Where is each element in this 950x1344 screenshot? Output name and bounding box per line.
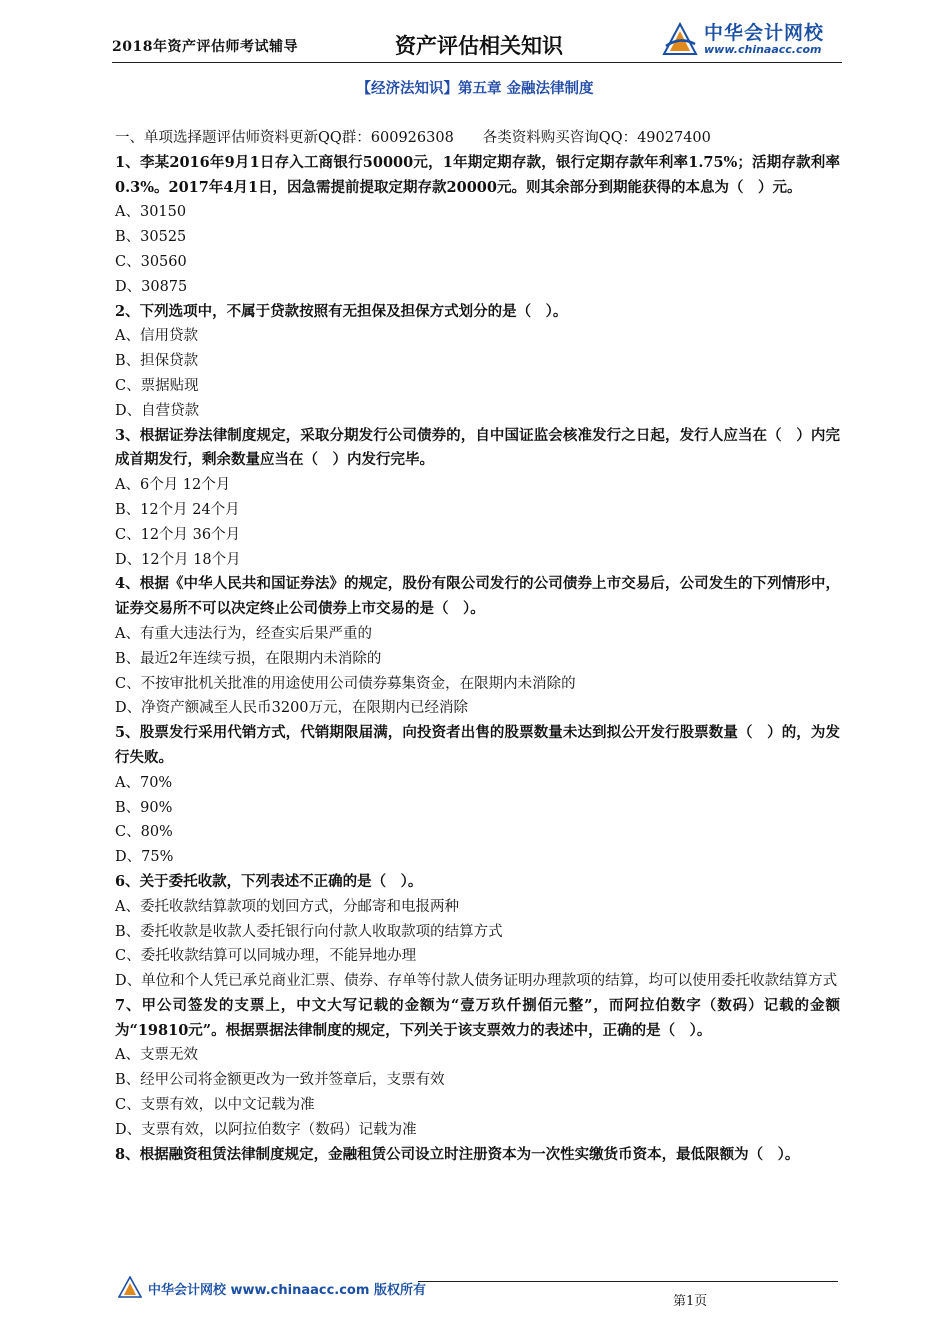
question-stem: 8、根据融资租赁法律制度规定，金融租赁公司设立时注册资本为一次性实缴货币资本，最低限额为（ ）。 — [115, 1145, 800, 1163]
option: A、委托收款结算款项的划回方式，分邮寄和电报两种 — [115, 898, 459, 915]
option: D、自营贷款 — [115, 402, 200, 419]
option: D、净资产额减至人民币3200万元，在限期内已经消除 — [115, 700, 469, 717]
question-stem: 2、下列选项中，不属于贷款按照有无担保及担保方式划分的是（ ）。 — [115, 302, 568, 320]
footer-copyright: 中华会计网校 www.chinaacc.com 版权所有 — [148, 1283, 426, 1298]
option: B、委托收款是收款人委托银行向付款人收取款项的结算方式 — [115, 923, 503, 940]
option: A、有重大违法行为，经查实后果严重的 — [115, 625, 372, 642]
question-stem: 7、甲公司签发的支票上，中文大写记载的金额为“壹万玖仟捌佰元整”，而阿拉伯数字（数码）记载的金额为“19810元”。根据票据法律制度的规定，下列关于该支票效力的表述中，正确的是（ ）。 — [115, 996, 841, 1039]
header-divider — [112, 62, 842, 63]
option: B、经甲公司将金额更改为一致并签章后，支票有效 — [115, 1072, 445, 1089]
question-stem: 6、关于委托收款，下列表述不正确的是（ ）。 — [115, 872, 423, 890]
option: C、30560 — [115, 253, 187, 270]
option: D、支票有效，以阿拉伯数字（数码）记载为准 — [115, 1121, 417, 1138]
option: C、支票有效，以中文记载为准 — [115, 1097, 315, 1114]
question-stem: 3、根据证券法律制度规定，采取分期发行公司债券的，自中国证监会核准发行之日起，发行人应当在（ ）内完成首期发行，剩余数量应当在（ ）内发行完毕。 — [115, 426, 840, 469]
question-list — [115, 126, 840, 1167]
option: C、80% — [115, 824, 173, 841]
option: B、30525 — [115, 229, 187, 246]
document-title: 【经济法知识】第五章 金融法律制度 — [356, 80, 594, 97]
option: A、支票无效 — [115, 1047, 198, 1064]
header-exam-name: 2018年资产评估师考试辅导 — [112, 39, 298, 55]
option: D、30875 — [115, 278, 188, 295]
page-header — [112, 18, 842, 64]
header-subject: 资产评估相关知识 — [395, 33, 563, 58]
question-stem: 5、股票发行采用代销方式，代销期限届满，向投资者出售的股票数量未达到拟公开发行股票数量（ ）的，为发行失败。 — [115, 724, 840, 766]
option: A、70% — [115, 774, 173, 791]
question-stem: 4、根据《中华人民共和国证券法》的规定，股份有限公司发行的公司债券上市交易后，公司发生的下列情形中，证券交易所不可以决定终止公司债券上市交易的是（ ）。 — [115, 575, 840, 618]
page-footer — [118, 1276, 838, 1316]
option: A、6个月 12个月 — [115, 477, 231, 494]
logo-name: 中华会计网校 — [704, 22, 825, 44]
option: A、信用贷款 — [115, 328, 198, 345]
option: D、单位和个人凭已承兑商业汇票、债券、存单等付款人债务证明办理款项的结算，均可以使用委托收款结算方式 — [115, 973, 838, 990]
option: C、票据贴现 — [115, 377, 199, 394]
option: C、委托收款结算可以同城办理，不能异地办理 — [115, 948, 417, 965]
option: C、不按审批机关批准的用途使用公司债券募集资金，在限期内未消除的 — [115, 675, 576, 692]
chinaacc-logo-icon — [662, 22, 698, 56]
chinaacc-footer-icon — [118, 1276, 142, 1298]
logo-url[interactable]: www.chinaacc.com — [704, 43, 822, 56]
option: B、90% — [115, 799, 173, 816]
option: B、担保贷款 — [115, 353, 199, 370]
option: C、12个月 36个月 — [115, 526, 241, 543]
footer-divider — [418, 1281, 838, 1282]
option: D、75% — [115, 849, 174, 866]
option: B、12个月 24个月 — [115, 501, 240, 518]
section-intro: 一、单项选择题评估师资料更新QQ群：600926308 各类资料购买咨询QQ：49027400 — [115, 130, 711, 146]
page-number: 第1页 — [673, 1294, 708, 1309]
question-stem: 1、李某2016年9月1日存入工商银行50000元，1年期定期存款，银行定期存款年利率1.75%；活期存款利率0.3%。2017年4月1日，因急需提前提取定期存款20000元。则其余部分到期能获得的本息为（ ）元。 — [115, 153, 840, 196]
option: D、12个月 18个月 — [115, 551, 241, 568]
option: B、最近2年连续亏损，在限期内未消除的 — [115, 650, 382, 667]
option: A、30150 — [115, 204, 187, 221]
brand-logo[interactable] — [662, 18, 842, 60]
